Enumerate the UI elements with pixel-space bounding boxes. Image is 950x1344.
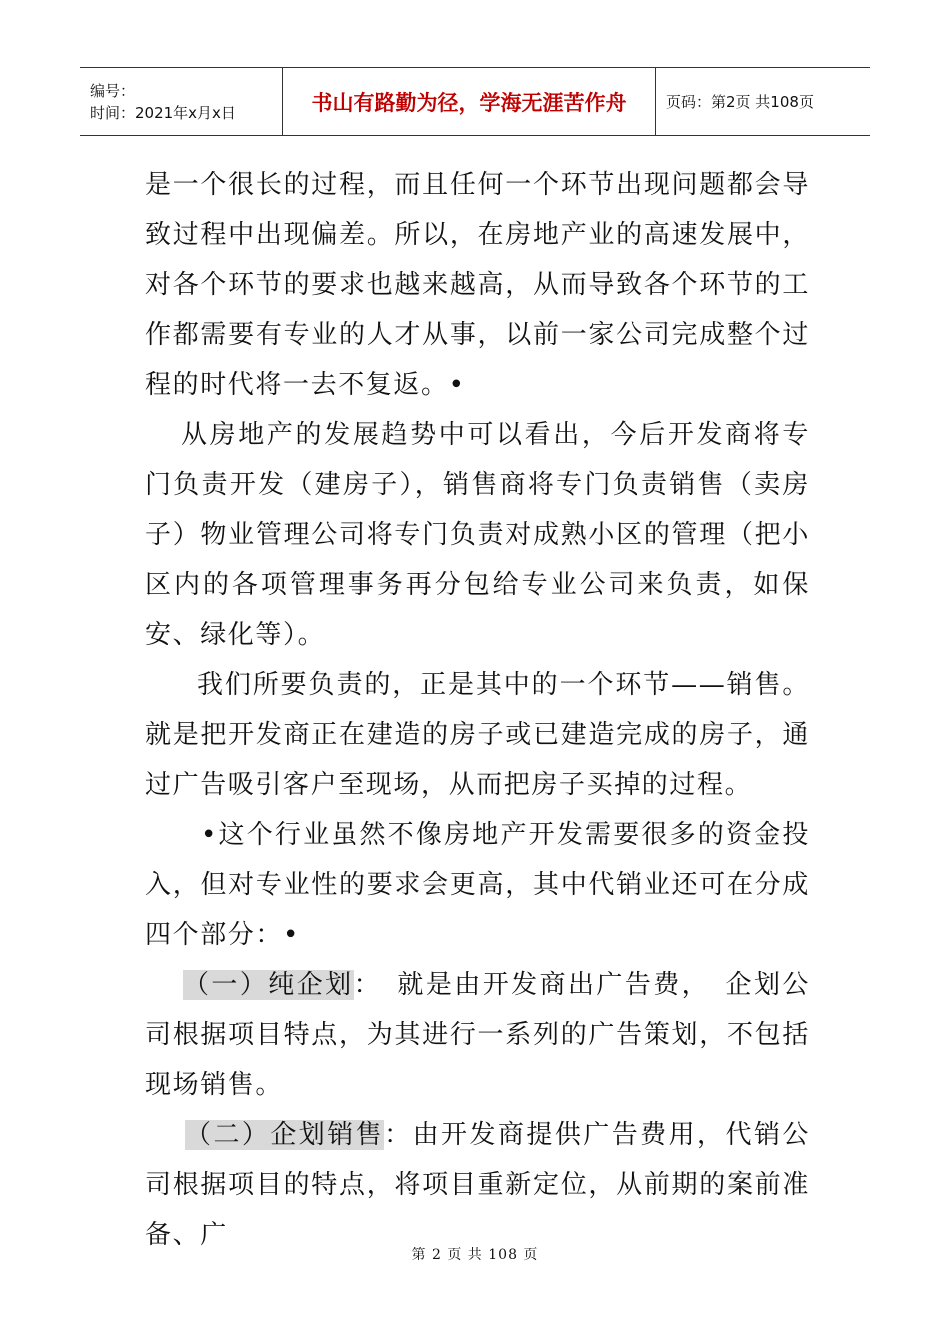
paragraph-2: 从房地产的发展趋势中可以看出，今后开发商将专门负责开发（建房子），销售商将专门负责销售（卖房子）物业管理公司将专门负责对成熟小区的管理（把小区内的各项管理事务再分包给专业公司来负责，如保安、绿化等）。 (145, 420, 810, 650)
header-meta (80, 68, 282, 135)
paragraph-3: 我们所要负责的，正是其中的一个环节——销售。就是把开发商正在建造的房子或已建造完成的房子，通过广告吸引客户至现场，从而把房子买掉的过程。 (145, 670, 810, 800)
page-footer: 第 2 页 共 108 页 (411, 1247, 539, 1263)
header-page-info: 页码：第2页 共108页 (666, 93, 814, 111)
section-heading-2: （二）企划销售 (185, 1120, 385, 1150)
document-time-label: 时间：2021年x月x日 (90, 103, 236, 122)
page-header (80, 67, 870, 136)
section-text-1: ： 就是由开发商出广告费， 企划公司根据项目特点，为其进行一系列的广告策划，不包括现场销售。 (145, 970, 810, 1100)
paragraph-6 (145, 1110, 810, 1260)
section-text-2: ：由开发商提供广告费用，代销公司根据项目的特点，将项目重新定位，从前期的案前准备、广 (145, 1120, 810, 1250)
paragraph-4: •这个行业虽然不像房地产开发需要很多的资金投入，但对专业性的要求会更高，其中代销业还可在分成四个部分：• (145, 820, 810, 950)
paragraph-5 (145, 960, 810, 1110)
document-body (145, 160, 810, 1260)
paragraph-1: 是一个很长的过程，而且任何一个环节出现问题都会导致过程中出现偏差。所以，在房地产业的高速发展中，对各个环节的要求也越来越高，从而导致各个环节的工作都需要有专业的人才从事，以前一家公司完成整个过程的时代将一去不复返。• (145, 170, 810, 400)
section-heading-1: （一）纯企划 (183, 970, 354, 1000)
header-motto: 书山有路勤为径，学海无涯苦作舟 (282, 68, 656, 135)
document-code-label: 编号： (90, 81, 136, 100)
